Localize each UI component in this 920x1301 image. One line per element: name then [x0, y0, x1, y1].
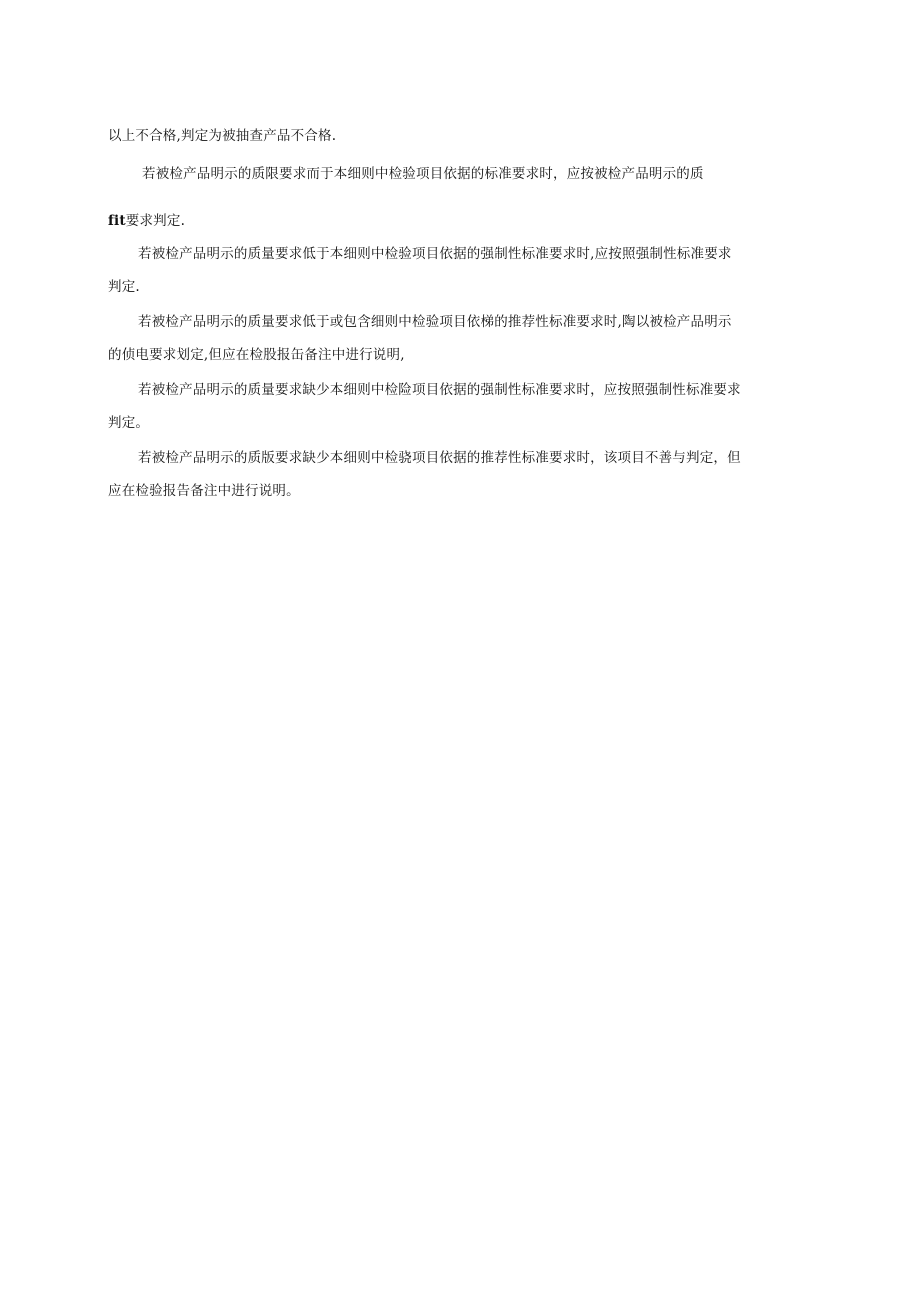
- garbled-fragment: fit: [108, 213, 126, 229]
- paragraph-1-line-2: [108, 211, 185, 231]
- paragraph-3-line-2: 的侦电要求划定,但应在检股报缶备注中进行说明,: [108, 347, 405, 363]
- paragraph-3-line-1: 若被检产品明示的质量要求低于或包含细则中检验项目依梯的推荐性标准要求时,陶以被检产品明示: [138, 314, 732, 330]
- paragraph-5-line-1: 若被检产品明示的质版要求缺少本细则中检骁项目依据的推荐性标准要求时，该项目不善与判定，但: [138, 450, 741, 466]
- paragraph-4-line-2: 判定。: [108, 415, 150, 431]
- paragraph-2-line-2: 判定.: [108, 279, 140, 295]
- paragraph-5-line-2: 应在检验报告备注中进行说明。: [108, 483, 300, 499]
- paragraph-2-line-1: 若被检产品明示的质量要求低于本细则中检验项目依据的强制性标准要求时,应按照强制性标准要求: [138, 246, 732, 262]
- paragraph-1-line-2-text: 要求判定.: [125, 213, 186, 229]
- paragraph-1-line-1: 若被检产品明示的质限要求而于本细则中检验项目依据的标准要求时，应按被检产品明示的质: [142, 166, 704, 182]
- paragraph-4-line-1: 若被检产品明示的质量要求缺少本细则中检险项目依据的强制性标准要求时，应按照强制性标准要求: [138, 382, 741, 398]
- conclusion-line: 以上不合格,判定为被抽查产品不合格.: [108, 128, 337, 144]
